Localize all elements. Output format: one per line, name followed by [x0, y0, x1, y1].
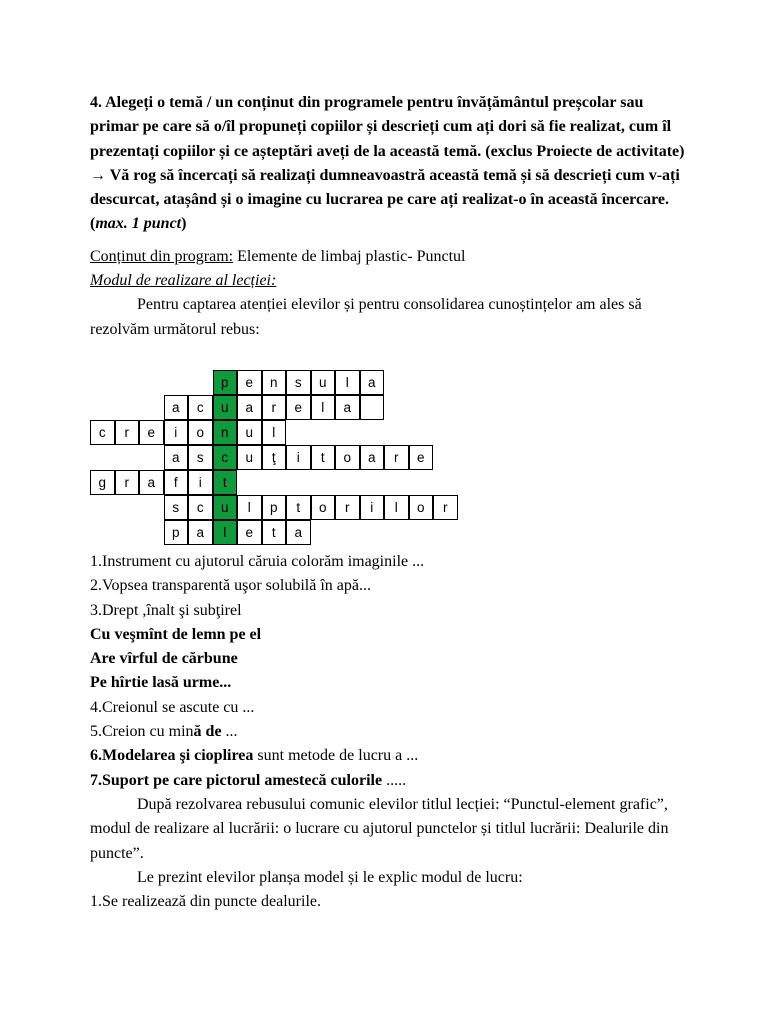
clue-3-line-3: Are vîrful de cărbune — [90, 650, 238, 668]
crossword-cell: a — [164, 395, 189, 420]
crossword-cell — [360, 395, 385, 420]
crossword-cell: e — [286, 395, 311, 420]
crossword-cell: l — [335, 370, 360, 395]
crossword-cell: a — [286, 520, 311, 545]
task-statement — [90, 91, 690, 237]
method-heading: Modul de realizare al lecției: — [90, 272, 277, 290]
crossword-cell: u — [213, 395, 238, 420]
crossword-cell: ţ — [262, 445, 287, 470]
intro-paragraph: Pentru captarea atenției elevilor și pentru consolidarea cunoștințelor am ales să rezolvăm următorul rebus: — [90, 296, 642, 338]
crossword-cell: a — [360, 370, 385, 395]
crossword-cell: a — [139, 470, 164, 495]
crossword-cell: r — [262, 395, 287, 420]
crossword-cell: l — [237, 495, 262, 520]
crossword-cell: e — [237, 370, 262, 395]
crossword-cell: n — [213, 420, 238, 445]
crossword-cell: u — [237, 445, 262, 470]
task-points: max. 1 punct — [95, 215, 182, 233]
crossword-cell: u — [213, 495, 238, 520]
crossword-cell: i — [286, 445, 311, 470]
content-label: Conținut din program: — [90, 247, 234, 265]
crossword-cell: g — [90, 470, 115, 495]
crossword-cell: r — [115, 420, 140, 445]
crossword-cell: i — [360, 495, 385, 520]
crossword-cell: s — [164, 495, 189, 520]
clue-3-line-4: Pe hîrtie lasă urme... — [90, 674, 232, 692]
task-text: Alegeți o temă / un conținut din programele pentru învățământul preșcolar sau primar pe care să o/îl propuneți copiilor și descrieți cum ați dori să fie realizat, cum îl prezentați copiilor și ce așteptări aveți de la această temă. (exclus Proiecte de activitate) → Vă rog să încercați să realizați dumneavoastră această temă și să descrieți cum v-ați descurcat, atașând și o imagine cu lucrarea pe care ați realizat-o în această încercare. ( — [90, 94, 685, 233]
crossword-cell: c — [188, 495, 213, 520]
crossword-cell: o — [409, 495, 434, 520]
crossword-cell: l — [311, 395, 336, 420]
crossword-cell: p — [164, 520, 189, 545]
crossword-cell: r — [115, 470, 140, 495]
crossword-cell: o — [335, 445, 360, 470]
crossword-cell: u — [311, 370, 336, 395]
crossword-cell: e — [237, 520, 262, 545]
crossword-cell: l — [213, 520, 238, 545]
crossword-cell: s — [286, 370, 311, 395]
crossword-cell: t — [262, 520, 287, 545]
crossword-cell: r — [384, 445, 409, 470]
crossword-cell: e — [409, 445, 434, 470]
after-paragraph: După rezolvarea rebusului comunic elevilor titlul lecției: “Punctul-element grafic”, modul de realizare al lucrării: o lucrare cu ajutorul punctelor și titlul lucrării: Dealurile din puncte”. — [90, 795, 669, 862]
task-number: 4. — [90, 94, 102, 111]
clue-2: 2.Vopsea transparentă uşor solubilă în apă... — [90, 577, 371, 595]
crossword-cell: c — [188, 395, 213, 420]
crossword-cell: p — [213, 370, 238, 395]
crossword-cell: a — [360, 445, 385, 470]
clue-6: 6.Modelarea şi cioplirea sunt metode de lucru a ... — [90, 747, 419, 765]
clue-5: 5.Creion cu mină de ... — [90, 723, 238, 741]
crossword-cell: i — [188, 470, 213, 495]
clue-3-line-1: 3.Drept ,înalt şi subţirel — [90, 601, 242, 619]
crossword-cell: u — [237, 420, 262, 445]
present-paragraph: Le prezint elevilor planșa model și le explic modul de lucru: — [137, 868, 523, 886]
crossword-cell: i — [164, 420, 189, 445]
step-1: 1.Se realizează din puncte dealurile. — [90, 893, 321, 911]
crossword-cell: l — [262, 420, 287, 445]
crossword-cell: c — [90, 420, 115, 445]
crossword-cell: r — [335, 495, 360, 520]
clue-1: 1.Instrument cu ajutorul căruia colorăm imaginile ... — [90, 553, 425, 570]
crossword-cell: a — [188, 520, 213, 545]
document-body — [90, 91, 690, 342]
crossword-cell: a — [237, 395, 262, 420]
crossword-cell: a — [164, 445, 189, 470]
crossword-cell: n — [262, 370, 287, 395]
crossword-cell: o — [311, 495, 336, 520]
clue-3-line-2: Cu veşmînt de lemn pe el — [90, 625, 262, 643]
crossword-cell: c — [213, 445, 238, 470]
crossword-cell: e — [139, 420, 164, 445]
crossword-cell: r — [433, 495, 458, 520]
clue-4: 4.Creionul se ascute cu ... — [90, 698, 255, 716]
clues-section — [90, 550, 710, 914]
task-close: ) — [181, 215, 187, 233]
crossword-cell: l — [384, 495, 409, 520]
crossword-cell: a — [335, 395, 360, 420]
crossword-cell: s — [188, 445, 213, 470]
clue-7: 7.Suport pe care pictorul amestecă culorile ..... — [90, 771, 407, 789]
crossword-cell: t — [213, 470, 238, 495]
crossword-cell: t — [311, 445, 336, 470]
content-line — [90, 245, 690, 269]
crossword-cell: p — [262, 495, 287, 520]
content-value: Elemente de limbaj plastic- Punctul — [233, 247, 466, 265]
crossword-cell: f — [164, 470, 189, 495]
crossword-cell: o — [188, 420, 213, 445]
crossword-cell: t — [286, 495, 311, 520]
